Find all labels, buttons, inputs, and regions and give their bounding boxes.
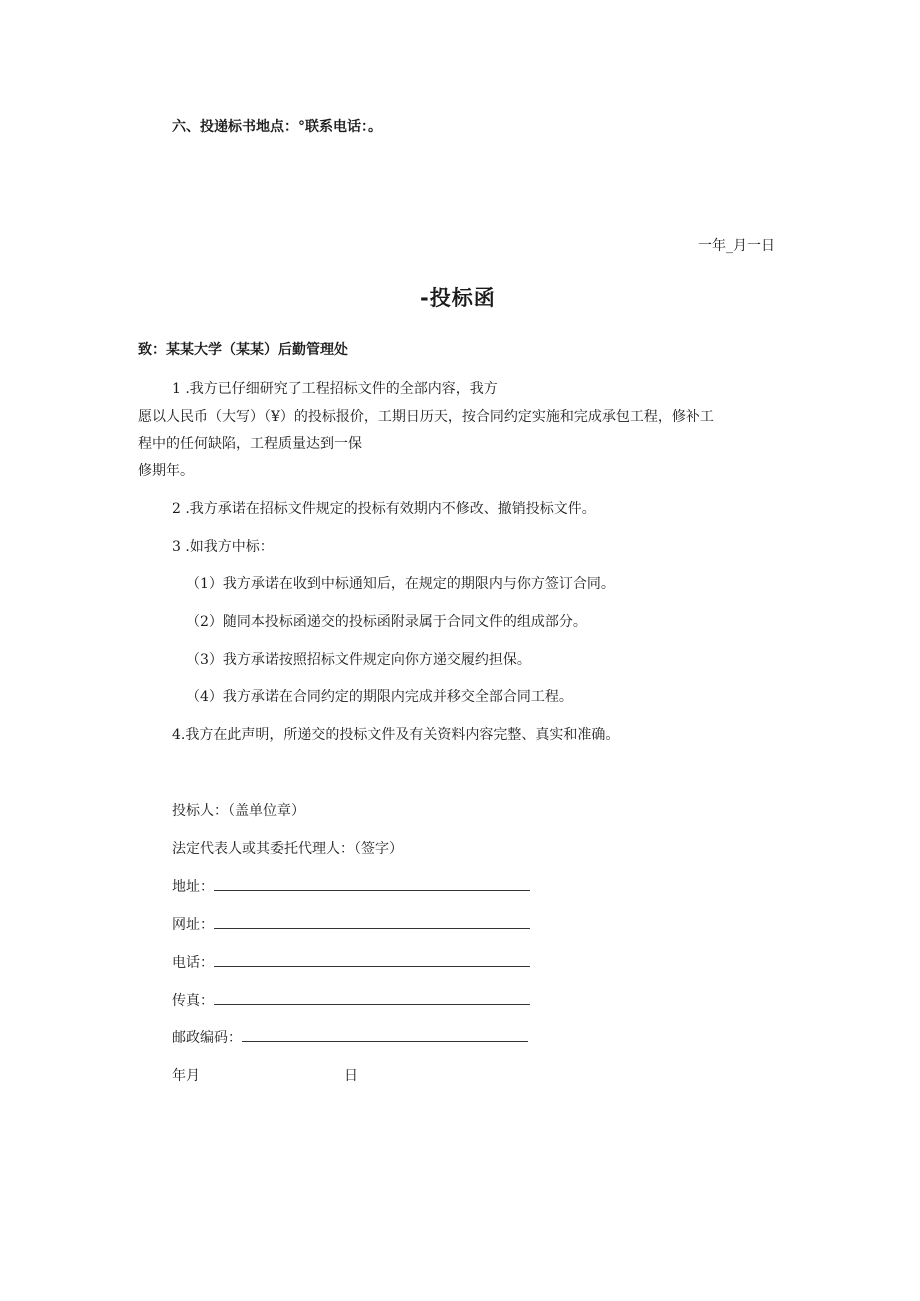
- fax-row: [172, 990, 530, 1010]
- legal-rep-line: 法定代表人或其委托代理人：（签字）: [172, 841, 403, 857]
- website-field[interactable]: [214, 916, 530, 929]
- sub-item-2: （2）随同本投标函递交的投标函附录属于合同文件的组成部分。: [186, 614, 587, 630]
- sub-item-3: （3）我方承诺按照招标文件规定向你方递交履约担保。: [186, 652, 531, 668]
- phone-label: 电话：: [172, 955, 214, 971]
- item1-line4: 修期年。: [138, 463, 194, 479]
- postcode-row: [172, 1027, 528, 1047]
- item1-line2: 愿以人民币（大写）（¥）的投标报价，工期日历天，按合同约定实施和完成承包工程，修补工: [138, 409, 714, 425]
- bidder-line: 投标人：（盖单位章）: [172, 803, 305, 819]
- item1-line3: 程中的任何缺陷，工程质量达到一保: [138, 436, 362, 452]
- date-ym: 年月: [172, 1068, 200, 1084]
- item4: 4.我方在此声明，所递交的投标文件及有关资料内容完整、真实和准确。: [172, 727, 620, 743]
- section6-text: 六、投递标书地点：°联系电话：。: [172, 119, 382, 135]
- addressee: 致：某某大学（某某）后勤管理处: [138, 342, 348, 358]
- page-title: -投标函: [420, 286, 496, 310]
- sub-item-4: （4）我方承诺在合同约定的期限内完成并移交全部合同工程。: [186, 689, 573, 705]
- address-field[interactable]: [214, 878, 530, 891]
- website-label: 网址：: [172, 917, 214, 933]
- date-d: 日: [344, 1068, 358, 1084]
- item3: 3 .如我方中标：: [172, 539, 274, 555]
- sub-item-1: （1）我方承诺在收到中标通知后，在规定的期限内与你方签订合同。: [186, 576, 615, 592]
- fax-field[interactable]: [214, 992, 530, 1005]
- item2: 2 .我方承诺在招标文件规定的投标有效期内不修改、撤销投标文件。: [172, 501, 596, 517]
- postcode-label: 邮政编码：: [172, 1030, 242, 1046]
- date-line: 一年_月一日: [698, 238, 775, 254]
- phone-row: [172, 952, 530, 972]
- fax-label: 传真：: [172, 993, 214, 1009]
- item1-line1: 1 .我方已仔细研究了工程招标文件的全部内容，我方: [172, 381, 498, 397]
- address-row: [172, 876, 530, 896]
- address-label: 地址：: [172, 879, 214, 895]
- postcode-field[interactable]: [242, 1029, 528, 1042]
- website-row: [172, 914, 530, 934]
- phone-field[interactable]: [214, 954, 530, 967]
